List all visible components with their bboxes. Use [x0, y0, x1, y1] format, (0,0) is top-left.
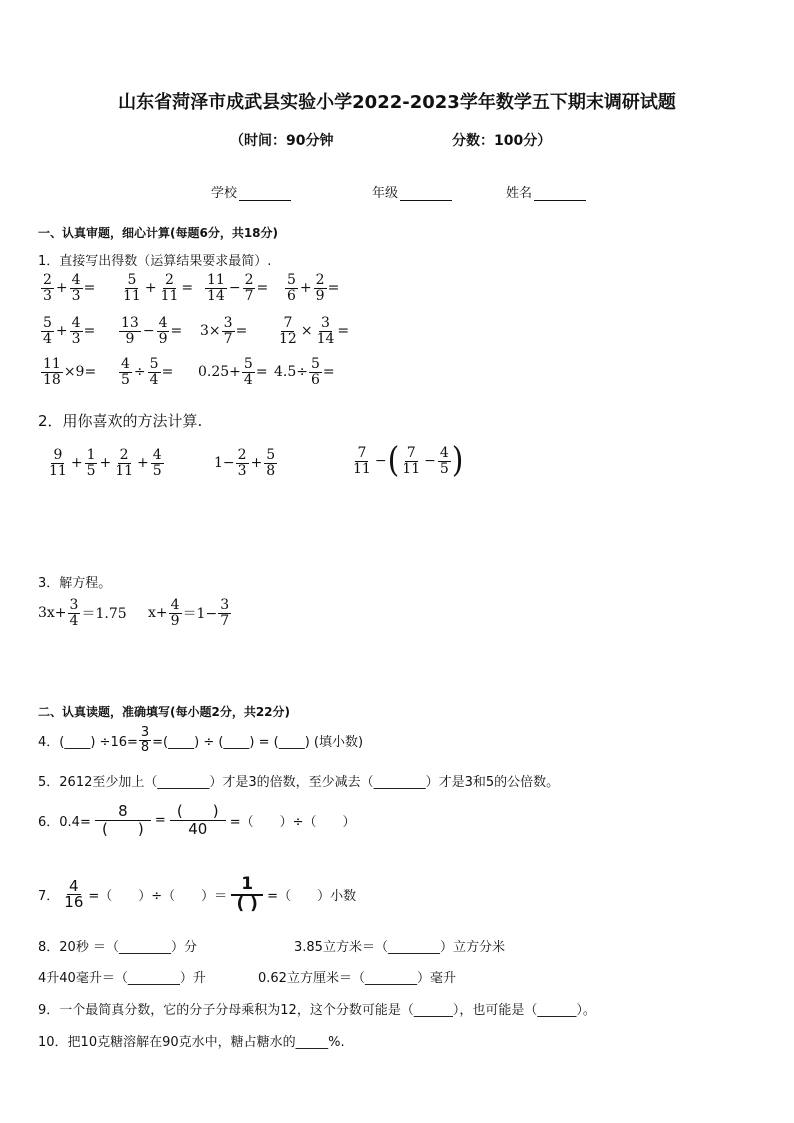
question-2: 2．用你喜欢的方法计算. [38, 412, 203, 430]
question-8a: 8．20秒 ＝（________）分 [38, 940, 197, 955]
question-3: 3．解方程。 [38, 576, 112, 591]
calc-item: 3× $\frac{3}{7}$ = [200, 315, 248, 347]
method-expr-1: $\frac{9}{11}$ + $\frac{1}{5}$ + $\frac{2}{11}$ + $\frac{4}{5}$ [49, 447, 162, 479]
calc-item: $\frac{5}{11}$ + $\frac{2}{11}$ = [123, 272, 194, 304]
equation-2: x+ $\frac{4}{9}$ ＝1− $\frac{3}{7}$ [148, 597, 230, 629]
calc-item: $\frac{11}{18}$ ×9= [43, 356, 97, 388]
calc-item: 0.25+ $\frac{5}{4}$ = [198, 356, 268, 388]
question-9: 9．一个最简真分数，它的分子分母乘积为12，这个分数可能是（______），也可能是（______）。 [38, 1003, 596, 1018]
method-expr-3: $\frac{7}{11}$ − ( $\frac{7}{11}$ − $\frac{4}{5}$ ) [353, 440, 464, 481]
calc-item: $\frac{4}{5}$ ÷ $\frac{5}{4}$ = [121, 356, 174, 388]
question-8c: 4升40毫升＝（________）升 [38, 971, 206, 986]
name-label: 姓名 [506, 186, 533, 201]
question-4: 4．(____) ÷16= $\frac{3}{8}$ =(____) ÷ (____) = (____) (填小数) [38, 725, 364, 755]
question-5: 5．2612至少加上（________）才是3的倍数，至少减去（________）才是3和5的公倍数。 [38, 775, 560, 790]
question-6: 6．0.4= $\frac{8}{( )}$ = $\frac{( )}{40}$ =（ ）÷（ ） [38, 802, 356, 838]
calc-item: $\frac{7}{12}$ × $\frac{3}{14}$ = [279, 315, 350, 347]
question-8b: 3.85立方米＝（________）立方分米 [294, 940, 505, 955]
method-expr-2: 1− $\frac{2}{3}$ + $\frac{5}{8}$ [214, 447, 276, 479]
calc-item: $\frac{2}{3}$ + $\frac{4}{3}$ = [43, 272, 96, 304]
calc-item: $\frac{5}{4}$ + $\frac{4}{3}$ = [43, 315, 96, 347]
grade-field[interactable] [372, 182, 452, 201]
equation-1: 3x+ $\frac{3}{4}$ ＝1.75 [38, 597, 127, 629]
calc-item: $\frac{11}{14}$ − $\frac{2}{7}$ = [207, 272, 269, 304]
question-10: 10．把10克糖溶解在90克水中，糖占糖水的_____%. [38, 1035, 345, 1050]
time-limit: （时间：90分钟 [230, 133, 334, 149]
section2-heading: 二、认真读题，准确填写(每小题2分，共22分) [38, 705, 291, 719]
total-score: 分数：100分） [452, 133, 552, 149]
name-field[interactable] [506, 182, 586, 201]
question-8d: 0.62立方厘米＝（________）毫升 [258, 971, 456, 986]
calc-item: $\frac{5}{6}$ + $\frac{2}{9}$ = [287, 272, 340, 304]
school-label: 学校 [211, 186, 238, 201]
section1-heading: 一、认真审题，细心计算(每题6分，共18分) [38, 226, 279, 240]
page-title: 山东省菏泽市成武县实验小学2022-2023学年数学五下期末调研试题 [118, 92, 676, 113]
grade-label: 年级 [372, 186, 399, 201]
question-7: 7． $\frac{4}{16}$ =（ ）÷（ ）＝ $\frac{1}{( )}$ =（ ）小数 [38, 874, 357, 914]
question-1: 1．直接写出得数（运算结果要求最简）. [38, 254, 272, 269]
calc-item: $\frac{13}{9}$ − $\frac{4}{9}$ = [121, 315, 183, 347]
calc-item: 4.5÷ $\frac{5}{6}$ = [274, 356, 335, 388]
school-field[interactable] [211, 182, 291, 201]
